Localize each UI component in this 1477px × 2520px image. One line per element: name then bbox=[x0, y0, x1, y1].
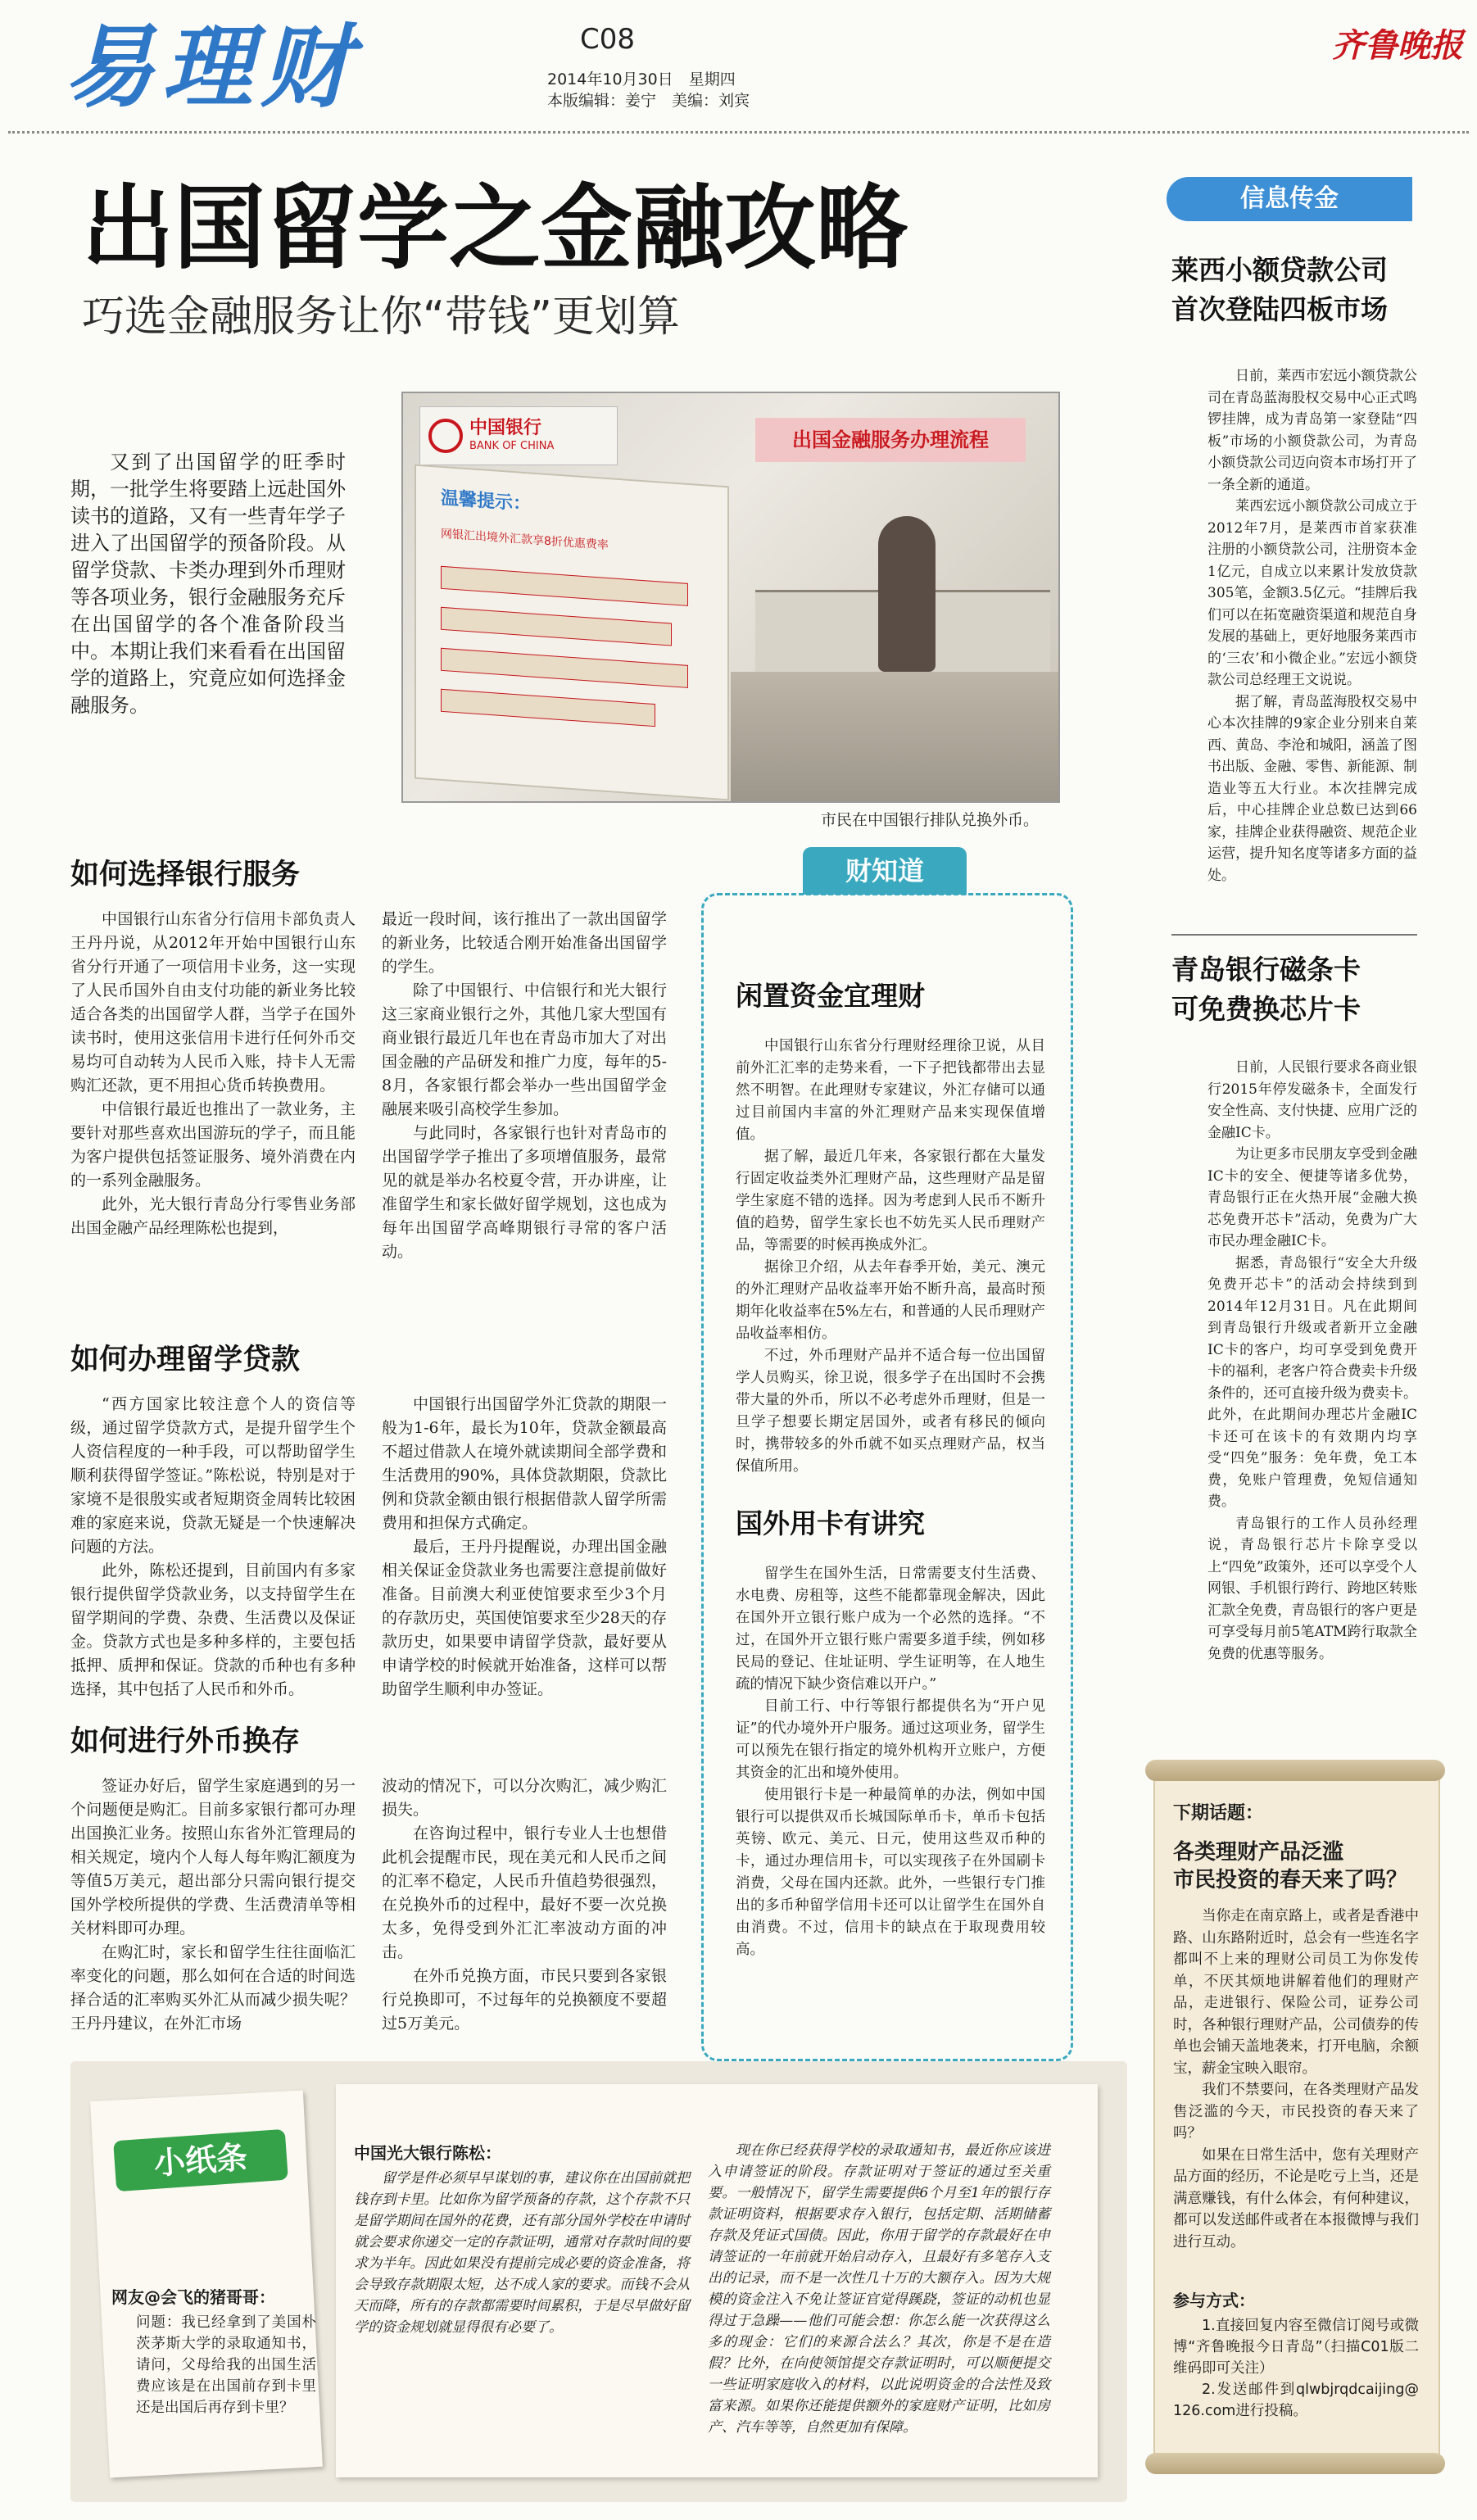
board-flow-3 bbox=[441, 648, 688, 688]
headline-line: 莱西小额贷款公司 bbox=[1171, 254, 1388, 286]
paragraph: 在购汇时，家长和留学生往往面临汇率变化的问题，那么如何在合适的时间选择合适的汇率购买外汇从而减少损失呢？王丹丹建议，在外汇市场 bbox=[70, 1943, 356, 2033]
next-topic-label: 下期话题： bbox=[1173, 1803, 1264, 1824]
paragraph: 留学是件必须早早谋划的事，建议你在出国前就把钱存到卡里。比如你为留学预备的存款，这个存款不只是留学期间在国外的花费，还有部分国外学校在申请时就会要求你递交一定的存款证明，通常对存款时间的要求为半年。因此如果没有提前完成必要的资金准备，将会导致存款期限太短，达不成人家的要求。而钱不会从天而降，所有的存款都需要时间累积，于是尽早做好留学的资金规划就显得很有必要了。 bbox=[354, 2170, 690, 2336]
board-line: 网银汇出境外汇款享8折优惠费率 bbox=[441, 527, 609, 553]
section3-col2 bbox=[382, 1774, 667, 2036]
customer-figure bbox=[878, 516, 936, 672]
paragraph: 现在你已经获得学校的录取通知书，最近你应该进入申请签证的阶段。存款证明对于签证的通过至关重要。一般情况下，留学生需要提供6个月至1年的银行存款证明资料，根据要求存入银行，包括定期、活期储蓄存款及凭证式国债。因此，你用于留学的存款最好在申请签证的一年前就开始启动存入，且最好有多笔存入支出的记录，而不是一次性几十万的大额存入。因为大规模的资金注入不免让签证官觉得蹊跷，签证的动机也显得过于急躁——他们可能会想：你怎么能一次获得这么多的现金：它们的来源合法么？其次，你是不是在造假？比外，在向使领馆提交存款证明时，可以顺便提交一些证明家庭收入的材料，以此说明资金的合法性及致富来源。如果你还能提供额外的家庭财产证明，比如房产、汽车等等，自然更加有保障。 bbox=[708, 2142, 1050, 2436]
tea-heading-idle-funds: 闲置资金宜理财 bbox=[736, 980, 925, 1012]
info-banner: 信息传金 bbox=[1167, 177, 1412, 221]
note-badge: 小纸条 bbox=[113, 2129, 288, 2191]
floor bbox=[731, 672, 1058, 801]
question-text bbox=[136, 2312, 316, 2418]
paragraph: 为让更多市民朋友享受到金融IC卡的安全、便捷等诸多优势，青岛银行正在火热开展“金融大换芯免费开芯卡”活动，免费为广大市民办理金融IC卡。 bbox=[1207, 1146, 1417, 1249]
paragraph: 与此同时，各家银行也针对青岛市的出国留学学子推出了多项增值服务，最常见的就是举办名校夏令营，开办讲座，让准留学生和家长做好留学规划，这也成为每年出国留学高峰期银行寻常的客户活动。 bbox=[382, 1124, 667, 1261]
paragraph: 最后，王丹丹提醒说，办理出国金融相关保证金贷款业务也需要注意提前做好准备。目前澳大利亚使馆要求至少3个月的存款历史，英国使馆要求至少28天的存款历史，如果要申请留学贷款，最好要从申请学校的时候就开始准备，这样可以帮助留学生顺利申办签证。 bbox=[382, 1538, 667, 1698]
scroll-top-roll bbox=[1145, 1760, 1445, 1781]
paragraph: 我们不禁要问，在各类理财产品发售泛滥的今天，市民投资的春天来了吗？ bbox=[1173, 2082, 1419, 2142]
title-line: 各类理财产品泛滥 bbox=[1173, 1840, 1344, 1865]
paragraph: 如果在日常生活中，您有关理财产品方面的经历，不论是吃亏上当，还是满意赚钱，有什么体会，有何种建议，都可以发送邮件或者在本报微博与我们进行互动。 bbox=[1173, 2146, 1419, 2250]
section-heading-currency-exchange: 如何进行外币换存 bbox=[70, 1725, 301, 1758]
info-board bbox=[415, 465, 729, 801]
paragraph: 据徐卫介绍，从去年春季开始，美元、澳元的外汇理财产品收益率开始不断升高，最高时预期年化收益率在5%左右，和普通的人民币理财产品收益率相仿。 bbox=[736, 1259, 1045, 1342]
paragraph: 莱西宏远小额贷款公司成立于2012年7月，是莱西市首家获准注册的小额贷款公司，注册资本金1亿元，自成立以来累计发放贷款305笔，金额3.5亿元。“挂牌后我们可以在拓宽融资渠道和规范自身发展的基础上，更好地服务莱西市的‘三农’和小微企业。”宏远小额贷款公司总经理王文说说。 bbox=[1207, 498, 1417, 688]
news2-headline bbox=[1171, 950, 1361, 1029]
paragraph: 日前，莱西市宏远小额贷款公司在青岛蓝海股权交易中心正式鸣锣挂牌，成为青岛第一家登陆“四板”市场的小额贷款公司，为青岛小额贷款公司迈向资本市场打开了一条全新的通道。 bbox=[1207, 368, 1417, 493]
paragraph: 青岛银行的工作人员孙经理说，青岛银行芯片卡除享受以上“四免”政策外，还可以享受个人网银、手机银行跨行、跨地区转账汇款全免费，青岛银行的客户更是可享受每月前5笔ATM跨行取款全免费的优惠等服务。 bbox=[1207, 1515, 1417, 1662]
board-title: 出国金融服务办理流程 bbox=[755, 418, 1026, 462]
next-topic-title bbox=[1173, 1838, 1407, 1894]
answer-col1 bbox=[354, 2168, 690, 2338]
headline-line: 青岛银行磁条卡 bbox=[1171, 954, 1361, 986]
newspaper-logo: 齐鲁晚报 bbox=[1332, 26, 1463, 65]
news1-body bbox=[1207, 365, 1417, 886]
finance-tea-badge: 财知道 bbox=[803, 847, 967, 895]
board-flow-1 bbox=[441, 566, 688, 606]
answerer-label: 中国光大银行陈松： bbox=[354, 2143, 501, 2163]
bank-logo-icon bbox=[428, 419, 463, 453]
section2-col1 bbox=[70, 1393, 356, 1702]
paragraph: 使用银行卡是一种最简单的办法，例如中国银行可以提供双币长城国际单币卡，单币卡包括英镑、欧元、美元、日元，使用这些双币种的卡，通过办理信用卡，可以实现孩子在外国刷卡消费，父母在国内还款。此外，一些银行专门推出的多币种留学信用卡还可以让留学生在国外自由消费。不过，信用卡的缺点在于取现费用较高。 bbox=[736, 1787, 1045, 1958]
paragraph: 此外，光大银行青岛分行零售业务部出国金融产品经理陈松也提到， bbox=[70, 1195, 356, 1237]
scroll-bottom-roll bbox=[1145, 2453, 1445, 2474]
paragraph: 波动的情况下，可以分次购汇，减少购汇损失。 bbox=[382, 1777, 667, 1819]
tea-heading-card-use: 国外用卡有讲究 bbox=[736, 1507, 925, 1539]
news2-body bbox=[1207, 1057, 1417, 1665]
paragraph: 最近一段时间，该行推出了一款出国留学的新业务，比较适合刚开始准备出国留学的学生。 bbox=[382, 910, 667, 976]
section-name-logo: 易理财 bbox=[64, 15, 359, 120]
paragraph: 此外，陈松还提到，目前国内有多家银行提供留学贷款业务，以支持留学生在留学期间的学费、杂费、生活费以及保证金。贷款方式也是多种多样的，主要包括抵押、质押和保证。贷款的币种也有多种选择，其中包括了人民币和外币。 bbox=[70, 1561, 356, 1698]
paragraph: 问题：我已经拿到了美国朴茨茅斯大学的录取通知书，请问，父母给我的出国生活费应该是在出国前存到卡里还是出国后再存到卡里？ bbox=[136, 2314, 316, 2416]
headline-line: 首次登陆四板市场 bbox=[1171, 293, 1388, 325]
method-item: 1.直接回复内容至微信订阅号或微博“齐鲁晚报今日青岛”（扫描C01版二维码即可关注） bbox=[1173, 2318, 1419, 2377]
paragraph: 留学生在国外生活，日常需要支付生活费、水电费、房租等，这些不能都靠现金解决，因此在国外开立银行账户成为一个必然的选择。“不过，在国外开立银行账户需要多道手续，例如移民局的登记、住址证明、学生证明等，在人地生疏的情况下缺少资信难以开户。” bbox=[736, 1566, 1045, 1693]
page-number: C08 bbox=[580, 23, 636, 56]
paragraph: 不过，外币理财产品并不适合每一位出国留学人员购买，徐卫说，很多学子在出国时不会携带大量的外币，所以不必考虑外币理财，但是一旦学子想要长期定居国外，或者有移民的倾向时，携带较多的外币就不如买点理财产品，权当保值所用。 bbox=[736, 1348, 1045, 1475]
board-flow-4 bbox=[441, 689, 655, 727]
news1-headline bbox=[1171, 251, 1388, 329]
masthead-rule bbox=[8, 131, 1469, 134]
paragraph: 日前，人民银行要求各商业银行2015年停发磁条卡，全面发行安全性高、支付快捷、应用广泛的金融IC卡。 bbox=[1207, 1059, 1417, 1141]
board-tip: 温馨提示： bbox=[441, 487, 532, 515]
paragraph: 据了解，青岛蓝海股权交易中心本次挂牌的9家企业分别来自莱西、黄岛、李沧和城阳，涵盖了图书出版、金融、零售、新能源、制造业等五大行业。本次挂牌完成后，中心挂牌企业总数已达到66家，挂牌企业获得融资、规范企业运营，提升知名度等诸多方面的益处。 bbox=[1207, 693, 1417, 884]
board-flow-2 bbox=[441, 607, 672, 646]
paragraph: 目前工行、中行等银行都提供名为“开户见证”的代办境外开户服务。通过这项业务，留学生可以预先在银行指定的境外机构开立账户，方便其资金的汇出和境外使用。 bbox=[736, 1698, 1045, 1781]
photo-caption: 市民在中国银行排队兑换外币。 bbox=[821, 811, 1040, 829]
paragraph: 据了解，最近几年来，各家银行都在大量发行固定收益类外汇理财产品，这些理财产品是留学生家庭不错的选择。因为考虑到人民币不断升值的趋势，留学生家长也不妨先买人民币理财产品，等需要的时候再换成外汇。 bbox=[736, 1149, 1045, 1253]
section3-col1 bbox=[70, 1774, 356, 2036]
paragraph: 据悉，青岛银行“安全大升级免费开芯卡”的活动会持续到到2014年12月31日。凡在此期间到青岛银行升级或者新开立金融IC卡的客户，均可享受到免费开卡的福利，老客户符合费卖卡升级条件的，还可直接升级为费卖卡。此外，在此期间办理芯片金融IC卡还可在该卡的有效期内均享受“四免”服务：免年费，免工本费，免账户管理费，免短信通知费。 bbox=[1207, 1254, 1417, 1510]
article-photo bbox=[401, 392, 1060, 803]
sidebar-divider bbox=[1171, 934, 1417, 936]
title-line: 市民投资的春天来了吗？ bbox=[1173, 1868, 1408, 1892]
answer-col2 bbox=[708, 2140, 1050, 2438]
paragraph: 除了中国银行、中信银行和光大银行这三家商业银行之外，其他几家大型国有商业银行最近几年也在青岛市加大了对出国金融的产品研发和推广力度，每年的5-8月，各家银行都会举办一些出国留学金融展来吸引高校学生参加。 bbox=[382, 981, 667, 1118]
section1-col2 bbox=[382, 908, 667, 1264]
paragraph: 在咨询过程中，银行专业人士也想借此机会提醒市民，现在美元和人民币之间的汇率不稳定，人民币升值趋势很强烈，在兑换外币的过程中，最好不要一次兑换太多，免得受到外汇汇率波动方面的冲击。 bbox=[382, 1824, 667, 1961]
paragraph: 当你走在南京路上，或者是香港中路、山东路附近时，总会有一些连名字都叫不上来的理财公司员工为你发传单，不厌其烦地讲解着他们的理财产品，走进银行、保险公司，证券公司时，各种银行理财产品，公司债券的传单也会铺天盖地袭来，打开电脑，余额宝，薪金宝映入眼帘。 bbox=[1173, 1908, 1419, 2077]
tea-topic2-body bbox=[736, 1563, 1045, 1961]
intro-paragraph: 又到了出国留学的旺季时期，一批学生将要踏上远赴国外读书的道路，又有一些青年学子进入了出国留学的预备阶段。从留学贷款、卡类办理到外币理财等各项业务，银行金融服务充斥在出国留学的各个准备阶段当中。本期让我们来看看在出国留学的道路上，究竟应如何选择金融服务。 bbox=[70, 451, 346, 717]
participation-methods bbox=[1173, 2315, 1419, 2422]
paragraph: 中国银行山东省分行理财经理徐卫说，从目前外汇汇率的走势来看，一下子把钱都带出去显然不明智。在此理财专家建议，外汇存储可以通过目前国内丰富的外汇理财产品来实现保值增值。 bbox=[736, 1038, 1045, 1143]
paragraph: 中信银行最近也推出了一款业务，主要针对那些喜欢出国游玩的学子，而且能为客户提供包括签证服务、境外消费在内的一系列金融服务。 bbox=[70, 1100, 356, 1190]
next-topic-body bbox=[1173, 1906, 1419, 2253]
date-line: 2014年10月30日 星期四 bbox=[547, 70, 736, 88]
editor-line: 本版编辑：姜宁 美编：刘宾 bbox=[547, 92, 750, 110]
section-heading-student-loan: 如何办理留学贷款 bbox=[70, 1344, 301, 1376]
method-item: 2.发送邮件到qlwbjrqdcaijing@126.com进行投稿。 bbox=[1173, 2382, 1419, 2419]
section-heading-bank-service: 如何选择银行服务 bbox=[70, 859, 301, 891]
bank-sign-cn: 中国银行 bbox=[469, 417, 542, 438]
paragraph: 签证办好后，留学生家庭遇到的另一个问题便是购汇。目前多家银行都可办理出国换汇业务。按照山东省外汇管理局的相关规定，境内个人每人每年购汇额度为等值5万美元，超出部分只需向银行提交国外学校所提供的学费、生活费清单等相关材料即可办理。 bbox=[70, 1777, 356, 1938]
paragraph: 中国银行出国留学外汇贷款的期限一般为1-6年，最长为10年，贷款金额最高不超过借款人在境外就读期间全部学费和生活费用的90%，具体贷款期限，贷款比例和贷款金额由银行根据借款人留学所需费用和担保方式确定。 bbox=[382, 1395, 667, 1532]
paragraph: 在外币兑换方面，市民只要到各家银行兑换即可，不过每年的兑换额度不要超过5万美元。 bbox=[382, 1967, 667, 2033]
section2-col2 bbox=[382, 1393, 667, 1702]
section1-col1 bbox=[70, 908, 356, 1240]
participation-label: 参与方式： bbox=[1173, 2291, 1255, 2310]
page-subtitle: 巧选金融服务让你“带钱”更划算 bbox=[82, 292, 680, 342]
asker-label: 网友@会飞的猪哥哥： bbox=[111, 2287, 275, 2307]
paragraph: “西方国家比较注意个人的资信等级，通过留学贷款方式，是提升留学生个人资信程度的一种手段，可以帮助留学生顺利获得留学签证。”陈松说，特别是对于家境不是很殷实或者短期资金周转比较困难的家庭来说，贷款无疑是一个快速解决问题的方法。 bbox=[70, 1395, 356, 1556]
paragraph: 中国银行山东省分行信用卡部负责人王丹丹说，从2012年开始中国银行山东省分行开通了一项信用卡业务，这一实现了人民币国外自由支付功能的新业务比较适合各类的出国留学人群，当学子在国外读书时，使用这张信用卡进行任何外币交易均可自动转为人民币入账，持卡人无需购汇还款，更不用担心货币转换费用。 bbox=[70, 910, 356, 1095]
bank-sign bbox=[419, 406, 618, 465]
tea-topic1-body bbox=[736, 1036, 1045, 1478]
page-title: 出国留学之金融攻略 bbox=[82, 175, 908, 282]
headline-line: 可免费换芯片卡 bbox=[1171, 993, 1361, 1025]
bank-sign-en: BANK OF CHINA bbox=[469, 440, 555, 452]
